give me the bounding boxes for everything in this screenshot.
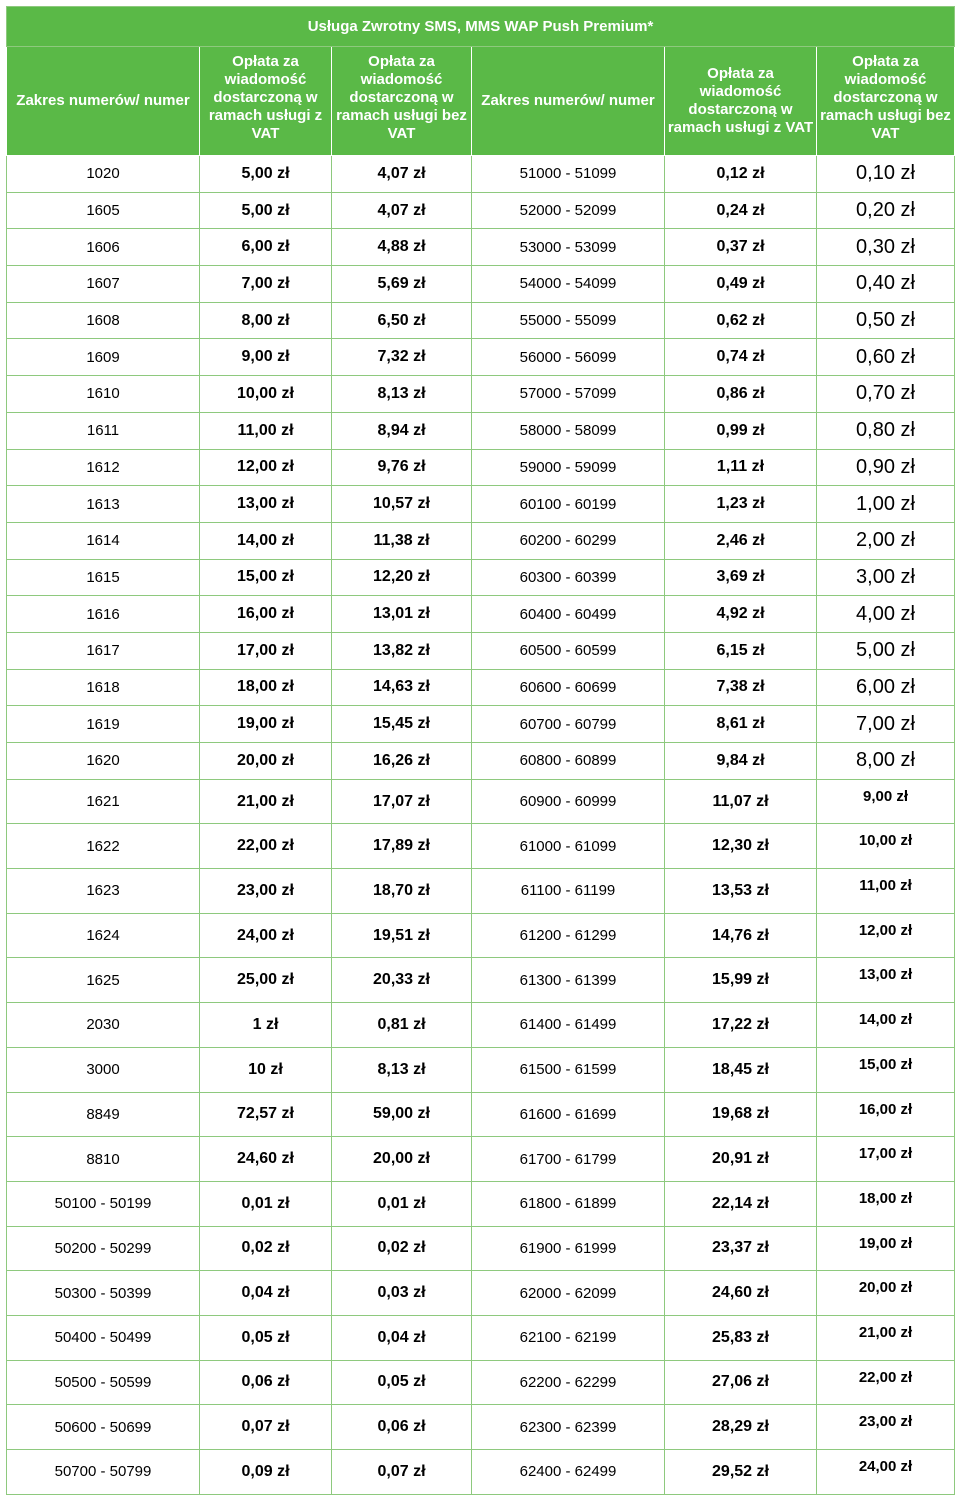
cell-fee-with-vat-right: 12,30 zł	[665, 824, 817, 869]
cell-fee-without-vat-right: 15,00 zł	[817, 1047, 955, 1092]
cell-fee-without-vat-left: 59,00 zł	[332, 1092, 472, 1137]
cell-number-range-left: 1623	[7, 869, 200, 914]
cell-fee-with-vat-right: 18,45 zł	[665, 1047, 817, 1092]
cell-fee-with-vat-left: 21,00 zł	[200, 779, 332, 824]
cell-fee-without-vat-left: 14,63 zł	[332, 669, 472, 706]
cell-fee-with-vat-left: 7,00 zł	[200, 266, 332, 303]
cell-number-range-right: 61800 - 61899	[472, 1181, 665, 1226]
cell-fee-without-vat-left: 8,13 zł	[332, 1047, 472, 1092]
cell-fee-without-vat-left: 9,76 zł	[332, 449, 472, 486]
cell-number-range-right: 56000 - 56099	[472, 339, 665, 376]
cell-fee-without-vat-right: 23,00 zł	[817, 1405, 955, 1450]
cell-fee-with-vat-left: 5,00 zł	[200, 192, 332, 229]
cell-number-range-left: 1605	[7, 192, 200, 229]
table-row	[7, 376, 955, 413]
cell-number-range-left: 1625	[7, 958, 200, 1003]
header-fee-without-vat-left: Opłata za wiadomość dostarczoną w ramach usługi bez VAT	[332, 47, 472, 156]
cell-number-range-right: 61100 - 61199	[472, 869, 665, 914]
table-row	[7, 192, 955, 229]
cell-number-range-left: 50100 - 50199	[7, 1181, 200, 1226]
cell-fee-with-vat-left: 10,00 zł	[200, 376, 332, 413]
cell-fee-with-vat-left: 22,00 zł	[200, 824, 332, 869]
cell-number-range-left: 8849	[7, 1092, 200, 1137]
cell-number-range-right: 60200 - 60299	[472, 522, 665, 559]
table-row	[7, 669, 955, 706]
cell-number-range-right: 61000 - 61099	[472, 824, 665, 869]
cell-fee-with-vat-right: 0,86 zł	[665, 376, 817, 413]
cell-fee-with-vat-left: 19,00 zł	[200, 706, 332, 743]
cell-number-range-left: 1622	[7, 824, 200, 869]
table-row	[7, 522, 955, 559]
cell-fee-with-vat-left: 0,01 zł	[200, 1181, 332, 1226]
cell-fee-with-vat-left: 0,05 zł	[200, 1315, 332, 1360]
column-header-row	[7, 47, 955, 156]
cell-fee-with-vat-right: 0,24 zł	[665, 192, 817, 229]
cell-number-range-right: 61200 - 61299	[472, 913, 665, 958]
table-row	[7, 1315, 955, 1360]
cell-fee-with-vat-left: 0,04 zł	[200, 1271, 332, 1316]
table-row	[7, 1047, 955, 1092]
cell-number-range-left: 50600 - 50699	[7, 1405, 200, 1450]
cell-number-range-left: 1020	[7, 156, 200, 193]
cell-fee-without-vat-right: 7,00 zł	[817, 706, 955, 743]
table-title: Usługa Zwrotny SMS, MMS WAP Push Premium*	[7, 7, 955, 47]
price-table	[6, 6, 955, 1495]
table-row	[7, 412, 955, 449]
cell-fee-without-vat-right: 24,00 zł	[817, 1450, 955, 1495]
table-row	[7, 779, 955, 824]
cell-number-range-right: 60500 - 60599	[472, 632, 665, 669]
cell-fee-with-vat-right: 0,74 zł	[665, 339, 817, 376]
table-row	[7, 1226, 955, 1271]
table-row	[7, 339, 955, 376]
cell-fee-with-vat-left: 0,07 zł	[200, 1405, 332, 1450]
cell-fee-with-vat-right: 11,07 zł	[665, 779, 817, 824]
cell-fee-with-vat-right: 22,14 zł	[665, 1181, 817, 1226]
cell-fee-with-vat-right: 15,99 zł	[665, 958, 817, 1003]
cell-fee-with-vat-right: 17,22 zł	[665, 1003, 817, 1048]
cell-number-range-left: 1611	[7, 412, 200, 449]
cell-number-range-left: 50700 - 50799	[7, 1450, 200, 1495]
cell-fee-without-vat-right: 10,00 zł	[817, 824, 955, 869]
cell-fee-with-vat-right: 2,46 zł	[665, 522, 817, 559]
cell-fee-without-vat-left: 20,33 zł	[332, 958, 472, 1003]
cell-fee-without-vat-right: 0,40 zł	[817, 266, 955, 303]
cell-fee-with-vat-left: 14,00 zł	[200, 522, 332, 559]
cell-number-range-left: 3000	[7, 1047, 200, 1092]
cell-fee-without-vat-right: 14,00 zł	[817, 1003, 955, 1048]
table-row	[7, 596, 955, 633]
cell-fee-with-vat-left: 24,60 zł	[200, 1137, 332, 1182]
cell-number-range-right: 61300 - 61399	[472, 958, 665, 1003]
cell-number-range-right: 60600 - 60699	[472, 669, 665, 706]
cell-fee-with-vat-right: 0,99 zł	[665, 412, 817, 449]
cell-fee-without-vat-right: 0,60 zł	[817, 339, 955, 376]
cell-fee-without-vat-left: 15,45 zł	[332, 706, 472, 743]
cell-fee-with-vat-left: 72,57 zł	[200, 1092, 332, 1137]
cell-fee-with-vat-left: 0,06 zł	[200, 1360, 332, 1405]
cell-fee-without-vat-right: 0,80 zł	[817, 412, 955, 449]
cell-number-range-right: 60900 - 60999	[472, 779, 665, 824]
cell-fee-with-vat-left: 0,02 zł	[200, 1226, 332, 1271]
cell-fee-without-vat-left: 13,01 zł	[332, 596, 472, 633]
cell-fee-without-vat-left: 0,04 zł	[332, 1315, 472, 1360]
cell-number-range-left: 1618	[7, 669, 200, 706]
cell-fee-without-vat-right: 5,00 zł	[817, 632, 955, 669]
cell-fee-with-vat-left: 20,00 zł	[200, 743, 332, 780]
cell-fee-with-vat-right: 27,06 zł	[665, 1360, 817, 1405]
cell-number-range-right: 62000 - 62099	[472, 1271, 665, 1316]
cell-fee-with-vat-left: 5,00 zł	[200, 156, 332, 193]
cell-number-range-right: 60100 - 60199	[472, 486, 665, 523]
cell-fee-with-vat-left: 23,00 zł	[200, 869, 332, 914]
cell-number-range-right: 60300 - 60399	[472, 559, 665, 596]
cell-fee-with-vat-right: 14,76 zł	[665, 913, 817, 958]
cell-fee-without-vat-left: 0,81 zł	[332, 1003, 472, 1048]
cell-fee-without-vat-left: 13,82 zł	[332, 632, 472, 669]
cell-fee-with-vat-left: 10 zł	[200, 1047, 332, 1092]
cell-number-range-left: 8810	[7, 1137, 200, 1182]
table-title-row	[7, 7, 955, 47]
cell-fee-without-vat-right: 3,00 zł	[817, 559, 955, 596]
table-row	[7, 486, 955, 523]
cell-number-range-left: 1613	[7, 486, 200, 523]
cell-fee-without-vat-left: 17,89 zł	[332, 824, 472, 869]
cell-number-range-left: 1606	[7, 229, 200, 266]
cell-number-range-left: 1615	[7, 559, 200, 596]
table-row	[7, 1405, 955, 1450]
table-row	[7, 266, 955, 303]
cell-fee-with-vat-right: 8,61 zł	[665, 706, 817, 743]
cell-number-range-left: 1608	[7, 302, 200, 339]
table-row	[7, 1137, 955, 1182]
cell-fee-without-vat-left: 11,38 zł	[332, 522, 472, 559]
cell-fee-with-vat-right: 4,92 zł	[665, 596, 817, 633]
cell-fee-without-vat-left: 0,01 zł	[332, 1181, 472, 1226]
cell-fee-without-vat-right: 22,00 zł	[817, 1360, 955, 1405]
cell-fee-without-vat-left: 4,88 zł	[332, 229, 472, 266]
cell-fee-without-vat-left: 0,05 zł	[332, 1360, 472, 1405]
cell-fee-with-vat-right: 0,12 zł	[665, 156, 817, 193]
cell-number-range-left: 1609	[7, 339, 200, 376]
cell-number-range-left: 1607	[7, 266, 200, 303]
cell-number-range-right: 61700 - 61799	[472, 1137, 665, 1182]
cell-number-range-right: 54000 - 54099	[472, 266, 665, 303]
table-row	[7, 1181, 955, 1226]
cell-fee-without-vat-left: 7,32 zł	[332, 339, 472, 376]
cell-number-range-left: 1616	[7, 596, 200, 633]
cell-fee-without-vat-right: 16,00 zł	[817, 1092, 955, 1137]
cell-number-range-right: 51000 - 51099	[472, 156, 665, 193]
cell-fee-with-vat-right: 13,53 zł	[665, 869, 817, 914]
cell-number-range-left: 1614	[7, 522, 200, 559]
cell-fee-without-vat-right: 4,00 zł	[817, 596, 955, 633]
cell-fee-with-vat-left: 11,00 zł	[200, 412, 332, 449]
cell-number-range-right: 60800 - 60899	[472, 743, 665, 780]
cell-number-range-right: 62200 - 62299	[472, 1360, 665, 1405]
cell-fee-with-vat-right: 3,69 zł	[665, 559, 817, 596]
cell-fee-with-vat-left: 12,00 zł	[200, 449, 332, 486]
cell-fee-with-vat-right: 0,62 zł	[665, 302, 817, 339]
cell-number-range-right: 61500 - 61599	[472, 1047, 665, 1092]
header-fee-without-vat-right: Opłata za wiadomość dostarczoną w ramach usługi bez VAT	[817, 47, 955, 156]
cell-fee-without-vat-right: 11,00 zł	[817, 869, 955, 914]
table-row	[7, 1360, 955, 1405]
cell-fee-without-vat-left: 17,07 zł	[332, 779, 472, 824]
cell-fee-without-vat-right: 20,00 zł	[817, 1271, 955, 1316]
cell-number-range-left: 1620	[7, 743, 200, 780]
cell-fee-without-vat-left: 12,20 zł	[332, 559, 472, 596]
cell-fee-without-vat-left: 6,50 zł	[332, 302, 472, 339]
cell-fee-with-vat-left: 15,00 zł	[200, 559, 332, 596]
table-row	[7, 302, 955, 339]
cell-fee-with-vat-right: 25,83 zł	[665, 1315, 817, 1360]
cell-number-range-right: 53000 - 53099	[472, 229, 665, 266]
table-row	[7, 1003, 955, 1048]
cell-fee-with-vat-left: 0,09 zł	[200, 1450, 332, 1495]
header-number-range-left: Zakres numerów/ numer	[7, 47, 200, 156]
header-fee-with-vat-left: Opłata za wiadomość dostarczoną w ramach usługi z VAT	[200, 47, 332, 156]
cell-fee-with-vat-left: 8,00 zł	[200, 302, 332, 339]
cell-fee-with-vat-right: 9,84 zł	[665, 743, 817, 780]
cell-fee-without-vat-left: 4,07 zł	[332, 156, 472, 193]
cell-fee-with-vat-right: 19,68 zł	[665, 1092, 817, 1137]
cell-fee-with-vat-right: 1,23 zł	[665, 486, 817, 523]
cell-fee-with-vat-left: 1 zł	[200, 1003, 332, 1048]
table-row	[7, 156, 955, 193]
cell-fee-without-vat-left: 10,57 zł	[332, 486, 472, 523]
cell-number-range-right: 62100 - 62199	[472, 1315, 665, 1360]
cell-fee-with-vat-right: 7,38 zł	[665, 669, 817, 706]
cell-fee-without-vat-right: 6,00 zł	[817, 669, 955, 706]
cell-fee-without-vat-right: 2,00 zł	[817, 522, 955, 559]
cell-fee-without-vat-right: 1,00 zł	[817, 486, 955, 523]
cell-fee-with-vat-right: 20,91 zł	[665, 1137, 817, 1182]
cell-fee-without-vat-left: 0,06 zł	[332, 1405, 472, 1450]
cell-number-range-left: 1617	[7, 632, 200, 669]
table-row	[7, 706, 955, 743]
cell-fee-with-vat-left: 18,00 zł	[200, 669, 332, 706]
cell-number-range-left: 1612	[7, 449, 200, 486]
cell-fee-without-vat-left: 19,51 zł	[332, 913, 472, 958]
cell-number-range-right: 61400 - 61499	[472, 1003, 665, 1048]
table-row	[7, 913, 955, 958]
cell-number-range-right: 60700 - 60799	[472, 706, 665, 743]
cell-number-range-left: 50400 - 50499	[7, 1315, 200, 1360]
cell-number-range-left: 50200 - 50299	[7, 1226, 200, 1271]
cell-fee-without-vat-right: 21,00 zł	[817, 1315, 955, 1360]
table-row	[7, 1450, 955, 1495]
table-row	[7, 229, 955, 266]
cell-number-range-right: 61900 - 61999	[472, 1226, 665, 1271]
cell-fee-without-vat-left: 8,94 zł	[332, 412, 472, 449]
table-row	[7, 449, 955, 486]
cell-number-range-left: 1624	[7, 913, 200, 958]
cell-number-range-right: 61600 - 61699	[472, 1092, 665, 1137]
cell-fee-without-vat-right: 0,20 zł	[817, 192, 955, 229]
cell-number-range-left: 50300 - 50399	[7, 1271, 200, 1316]
table-row	[7, 743, 955, 780]
cell-number-range-left: 1610	[7, 376, 200, 413]
cell-fee-without-vat-right: 17,00 zł	[817, 1137, 955, 1182]
cell-fee-with-vat-right: 0,49 zł	[665, 266, 817, 303]
cell-fee-without-vat-left: 20,00 zł	[332, 1137, 472, 1182]
cell-number-range-right: 55000 - 55099	[472, 302, 665, 339]
cell-fee-without-vat-right: 0,10 zł	[817, 156, 955, 193]
cell-number-range-left: 50500 - 50599	[7, 1360, 200, 1405]
cell-fee-without-vat-right: 19,00 zł	[817, 1226, 955, 1271]
table-body	[7, 156, 955, 1495]
table-row	[7, 1092, 955, 1137]
cell-fee-without-vat-right: 9,00 zł	[817, 779, 955, 824]
cell-fee-without-vat-left: 16,26 zł	[332, 743, 472, 780]
cell-fee-with-vat-right: 6,15 zł	[665, 632, 817, 669]
cell-fee-without-vat-right: 0,90 zł	[817, 449, 955, 486]
table-row	[7, 869, 955, 914]
cell-number-range-right: 58000 - 58099	[472, 412, 665, 449]
cell-fee-with-vat-left: 9,00 zł	[200, 339, 332, 376]
cell-fee-without-vat-left: 0,07 zł	[332, 1450, 472, 1495]
cell-fee-with-vat-left: 17,00 zł	[200, 632, 332, 669]
table-row	[7, 1271, 955, 1316]
cell-fee-with-vat-left: 13,00 zł	[200, 486, 332, 523]
cell-fee-without-vat-left: 8,13 zł	[332, 376, 472, 413]
cell-fee-without-vat-left: 18,70 zł	[332, 869, 472, 914]
cell-fee-with-vat-right: 24,60 zł	[665, 1271, 817, 1316]
cell-fee-with-vat-left: 16,00 zł	[200, 596, 332, 633]
cell-number-range-left: 1621	[7, 779, 200, 824]
table-row	[7, 632, 955, 669]
cell-fee-with-vat-right: 1,11 zł	[665, 449, 817, 486]
cell-fee-without-vat-left: 4,07 zł	[332, 192, 472, 229]
cell-fee-without-vat-left: 5,69 zł	[332, 266, 472, 303]
cell-fee-without-vat-right: 13,00 zł	[817, 958, 955, 1003]
cell-fee-with-vat-left: 6,00 zł	[200, 229, 332, 266]
cell-number-range-left: 2030	[7, 1003, 200, 1048]
cell-number-range-right: 62300 - 62399	[472, 1405, 665, 1450]
cell-fee-with-vat-right: 29,52 zł	[665, 1450, 817, 1495]
cell-number-range-right: 60400 - 60499	[472, 596, 665, 633]
cell-number-range-right: 57000 - 57099	[472, 376, 665, 413]
cell-fee-with-vat-right: 28,29 zł	[665, 1405, 817, 1450]
cell-fee-without-vat-right: 12,00 zł	[817, 913, 955, 958]
header-fee-with-vat-right: Opłata za wiadomość dostarczoną w ramach usługi z VAT	[665, 47, 817, 156]
cell-fee-without-vat-right: 0,30 zł	[817, 229, 955, 266]
cell-fee-with-vat-right: 0,37 zł	[665, 229, 817, 266]
cell-fee-with-vat-left: 25,00 zł	[200, 958, 332, 1003]
cell-fee-without-vat-left: 0,03 zł	[332, 1271, 472, 1316]
cell-number-range-left: 1619	[7, 706, 200, 743]
cell-fee-without-vat-right: 8,00 zł	[817, 743, 955, 780]
cell-fee-without-vat-right: 0,50 zł	[817, 302, 955, 339]
cell-fee-without-vat-right: 0,70 zł	[817, 376, 955, 413]
cell-fee-with-vat-right: 23,37 zł	[665, 1226, 817, 1271]
table-row	[7, 559, 955, 596]
cell-fee-without-vat-left: 0,02 zł	[332, 1226, 472, 1271]
cell-fee-without-vat-right: 18,00 zł	[817, 1181, 955, 1226]
header-number-range-right: Zakres numerów/ numer	[472, 47, 665, 156]
cell-fee-with-vat-left: 24,00 zł	[200, 913, 332, 958]
cell-number-range-right: 62400 - 62499	[472, 1450, 665, 1495]
cell-number-range-right: 59000 - 59099	[472, 449, 665, 486]
table-row	[7, 824, 955, 869]
cell-number-range-right: 52000 - 52099	[472, 192, 665, 229]
table-row	[7, 958, 955, 1003]
